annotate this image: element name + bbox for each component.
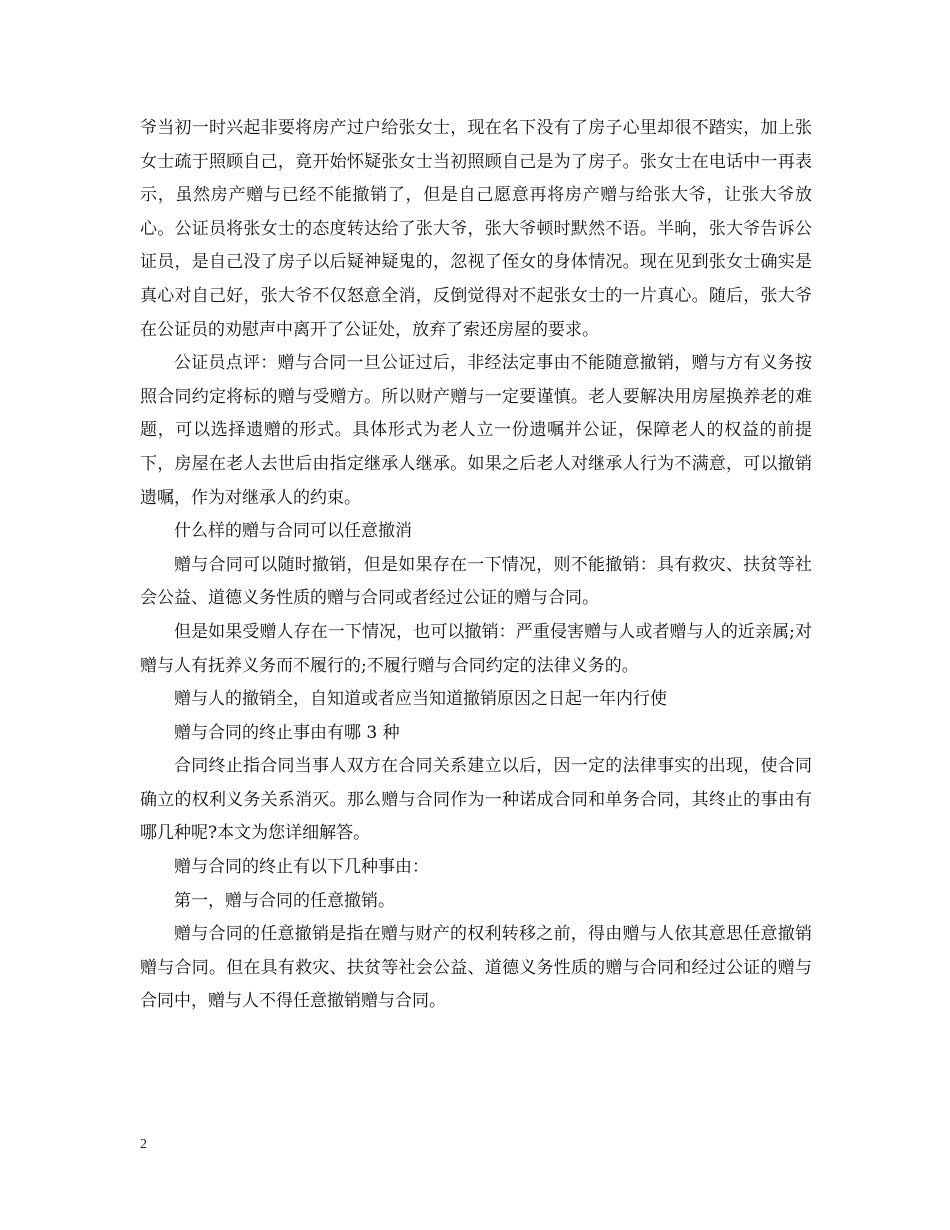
- heading-revocable-gift-contract: 什么样的赠与合同可以任意撤消: [174, 521, 412, 542]
- paragraph-contract-termination: 合同终止指合同当事人双方在合同关系建立以后，因一定的法律事实的出现，使合同确立的权利义务关系消灭。那么赠与合同作为一种诺成合同和单务合同，其终止的事由有哪几种呢?本文为您详细解答。: [140, 756, 812, 844]
- page-number: 2: [140, 1137, 147, 1152]
- document-body: [140, 112, 812, 1019]
- paragraph-termination-list-intro: 赠与合同的终止有以下几种事由：: [174, 857, 429, 878]
- paragraph-revocation-period: 赠与人的撤销全，自知道或者应当知道撤销原因之日起一年内行使: [174, 689, 667, 710]
- paragraph-notary-comment: 公证员点评：赠与合同一旦公证过后，非经法定事由不能随意撤销，赠与方有义务按照合同约定将标的赠与受赠方。所以财产赠与一定要谨慎。老人要解决用房屋换养老的难题，可以选择遗赠的形式。具体形式为老人立一份遗嘱并公证，保障老人的权益的前提下，房屋在老人去世后由指定继承人继承。如果之后老人对继承人行为不满意，可以撤销遗嘱，作为对继承人的约束。: [140, 353, 812, 508]
- paragraph-first-cause: 第一，赠与合同的任意撤销。: [174, 890, 395, 911]
- paragraph-irrevocable-conditions: 赠与合同可以随时撤销，但是如果存在一下情况，则不能撤销：具有救灾、扶贫等社会公益、道德义务性质的赠与合同或者经过公证的赠与合同。: [140, 554, 812, 609]
- paragraph-arbitrary-revocation: 赠与合同的任意撤销是指在赠与财产的权利转移之前，得由赠与人依其意思任意撤销赠与合同。但在具有救灾、扶贫等社会公益、道德义务性质的赠与合同和经过公证的赠与合同中，赠与人不得任意撤销赠与合同。: [140, 924, 812, 1012]
- paragraph-donee-conditions: 但是如果受赠人存在一下情况，也可以撤销：严重侵害赠与人或者赠与人的近亲属;对赠与人有抚养义务而不履行的;不履行赠与合同约定的法律义务的。: [140, 621, 812, 676]
- paragraph-continued-story: 爷当初一时兴起非要将房产过户给张女士，现在名下没有了房子心里却很不踏实，加上张女士疏于照顾自己，竟开始怀疑张女士当初照顾自己是为了房子。张女士在电话中一再表示，虽然房产赠与已经不能撤销了，但是自己愿意再将房产赠与给张大爷，让张大爷放心。公证员将张女士的态度转达给了张大爷，张大爷顿时默然不语。半晌，张大爷告诉公证员，是自己没了房子以后疑神疑鬼的，忽视了侄女的身体情况。现在见到张女士确实是真心对自己好，张大爷不仅怒意全消，反倒觉得对不起张女士的一片真心。随后，张大爷在公证员的劝慰声中离开了公证处，放弃了索还房屋的要求。: [140, 118, 812, 340]
- heading-termination-causes: 赠与合同的终止事由有哪 3 种: [174, 722, 400, 743]
